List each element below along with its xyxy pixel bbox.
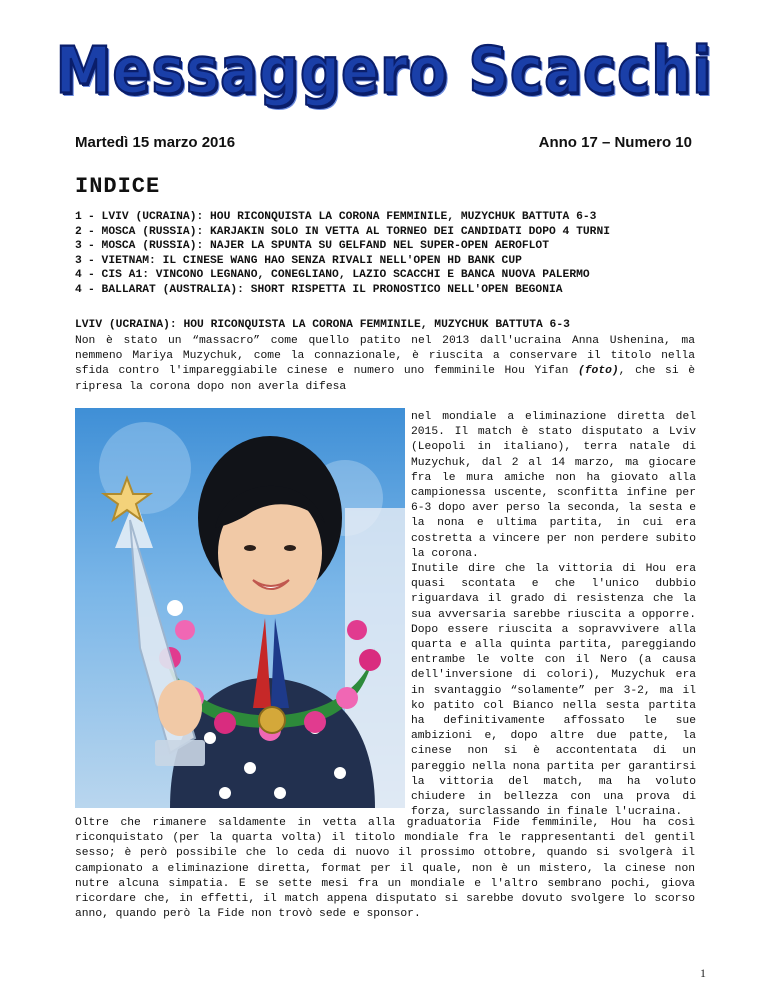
toc-entry[interactable]: 4 - BALLARAT (AUSTRALIA): SHORT RISPETTA IL PRONOSTICO NELL'OPEN BEGONIA [75, 283, 563, 296]
photo-illustration [75, 408, 405, 808]
toc-entry[interactable]: 2 - MOSCA (RUSSIA): KARJAKIN SOLO IN VETTA AL TORNEO DEI CANDIDATI DOPO 4 TURNI [75, 225, 611, 238]
toc-entry[interactable]: 3 - VIETNAM: IL CINESE WANG HAO SENZA RIVALI NELL'OPEN HD BANK CUP [75, 254, 522, 267]
toc-entry[interactable]: 4 - CIS A1: VINCONO LEGNANO, CONEGLIANO, LAZIO SCACCHI E BANCA NUOVA PALERMO [75, 269, 590, 281]
article-title: LVIV (UCRAINA): HOU RICONQUISTA LA CORONA FEMMINILE, MUZYCHUK BATTUTA 6-3 [75, 319, 570, 331]
index-heading: INDICE [75, 174, 161, 199]
toc-entry[interactable]: 1 - LVIV (UCRAINA): HOU RICONQUISTA LA CORONA FEMMINILE, MUZYCHUK BATTUTA 6-3 [75, 211, 597, 223]
masthead-logo: Messaggero Scacchi [55, 34, 713, 109]
toc-entry[interactable]: 3 - MOSCA (RUSSIA): NAJER LA SPUNTA SU GELFAND NEL SUPER-OPEN AEROFLOT [75, 240, 549, 252]
article-paragraph-closing: Oltre che rimanere saldamente in vetta alla graduatoria Fide femminile, Hou ha così riconquistato (per la quarta volta) il titolo mondiale fra le rappresentanti del gentil sesso; è però possibile che lo ceda di nuovo il prossimo ottobre, quando si svolgerà il campionato a eliminazione diretta, format per il quale, non è un mistero, la cinese non nutre alcuna simpatia. E se sette mesi fra un mondiale e l'altro sembrano pochi, giova ricordare che, in effetti, il match appena disputato si sarebbe dovuto svolgere lo scorso anno, quando però la Fide non trovò sede e sponsor. [75, 817, 695, 921]
page-number: 1 [700, 966, 706, 980]
issue-number: Anno 17 – Numero 10 [538, 134, 692, 151]
photo-reference: (foto) [577, 365, 619, 378]
issue-date: Martedì 15 marzo 2016 [75, 134, 236, 151]
table-of-contents [75, 210, 715, 297]
article-paragraph-intro: Non è stato un “massacro” come quello patito nel 2013 dall'ucraina Anna Ushenina, ma nemmeno Mariya Muzychuk, come la connazionale, è riuscita a conservare il titolo nella sfida contro l'impareggiabile cinese e numero uno femminile Hou Yifan (foto), che si è ripresa la corona dopo non averla difesa [75, 335, 695, 393]
article-paragraph-wrap: nel mondiale a eliminazione diretta del 2015. Il match è stato disputato a Lviv (Leopoli in italiano), terra natale di Muzychuk, dal 2 al 14 marzo, ma giocare fra le mura amiche non ha giovato alla campionessa uscente, sconfitta infine per 6-3 dopo aver perso la seconda, la sesta e la nona e ultima partita, in cui era costretta a vincere per non perdere subito la corona. Inutile dire che la vittoria di Hou era quasi scontata e che l'unico dubbio riguardava il grado di resistenza che la sua avversaria sarebbe riuscita a opporre. Dopo essere riuscita a sopravvivere alla quarta e alla quinta partita, pareggiando entrambe le volte con il Nero (a causa dell'inversione di colori), Muzychuk era in svantaggio “solamente” per 3-2, ma il ko patito col Bianco nella sesta partita ha definitivamente affossato le sue ambizioni e, dopo altre due patte, la cinese non si è accontentata di un pareggio nella nona partita per garantirsi la vittoria del match, ma ha voluto chiudere in bellezza con una prova di forza, surclassando in finale l'ucraina. [411, 411, 696, 819]
article-photo [75, 408, 405, 808]
